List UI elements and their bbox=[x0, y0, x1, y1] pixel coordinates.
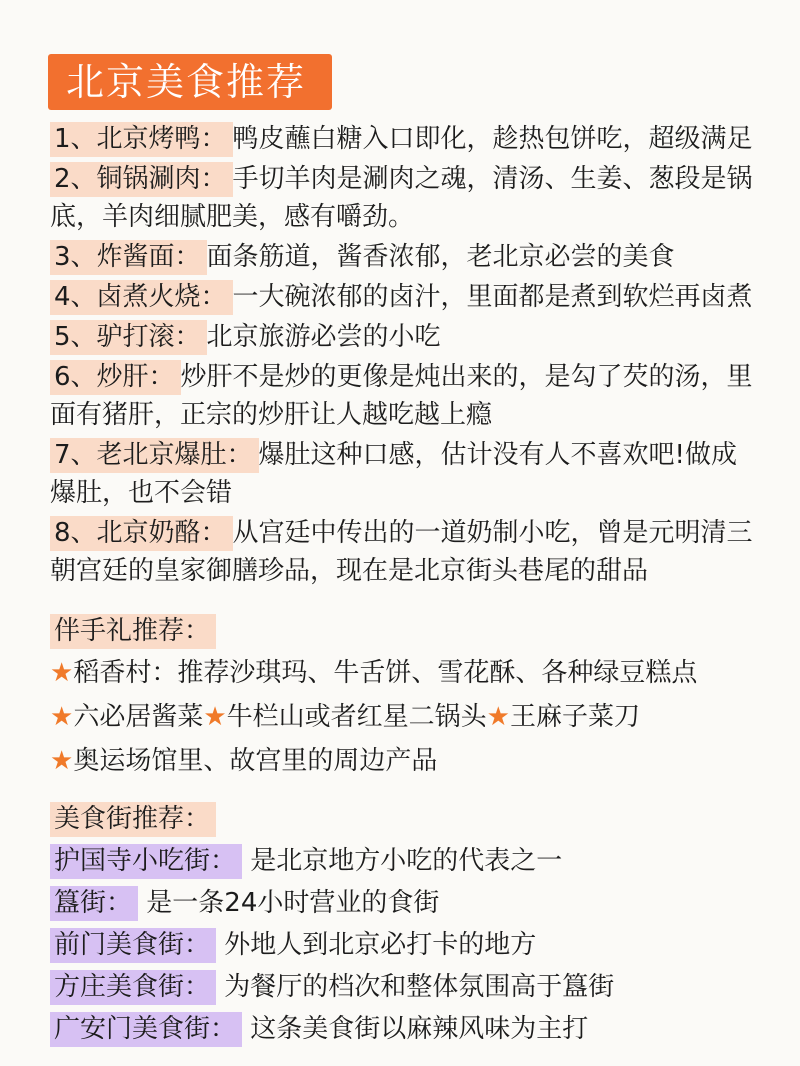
page-title: 北京美食推荐 bbox=[48, 54, 332, 110]
gift-line bbox=[50, 654, 762, 692]
food-list bbox=[50, 120, 762, 590]
star-icon: ★ bbox=[50, 702, 74, 732]
star-icon: ★ bbox=[486, 702, 510, 732]
food-item bbox=[50, 238, 762, 276]
street-label: 方庄美食街： bbox=[50, 970, 216, 1005]
food-item-label: 1、北京烤鸭： bbox=[50, 122, 233, 157]
gifts-heading: 伴手礼推荐： bbox=[50, 614, 216, 649]
food-item-text: 一大碗浓郁的卤汁，里面都是煮到软烂再卤煮 bbox=[232, 282, 753, 312]
star-icon: ★ bbox=[50, 658, 74, 688]
street-text: 是一条24小时营业的食街 bbox=[146, 888, 440, 918]
food-item-label: 3、炸酱面： bbox=[50, 240, 207, 275]
street-item bbox=[50, 842, 762, 880]
food-item-text: 爆肚这种口感，估计没有人不喜欢吧!做成爆肚，也不会错 bbox=[50, 440, 737, 508]
street-item bbox=[50, 884, 762, 922]
food-item bbox=[50, 120, 762, 158]
food-item bbox=[50, 514, 762, 590]
street-label: 护国寺小吃街： bbox=[50, 844, 242, 879]
gift-line bbox=[50, 742, 762, 780]
street-item bbox=[50, 968, 762, 1006]
street-item bbox=[50, 1010, 762, 1048]
gift-item: 六必居酱菜 bbox=[73, 702, 204, 732]
star-icon: ★ bbox=[203, 702, 227, 732]
street-text: 是北京地方小吃的代表之一 bbox=[250, 846, 563, 876]
food-item-label: 4、卤煮火烧： bbox=[50, 280, 233, 315]
streets-heading: 美食街推荐： bbox=[50, 802, 216, 837]
food-item-label: 2、铜锅涮肉： bbox=[50, 162, 233, 197]
gift-item: 王麻子菜刀 bbox=[509, 702, 640, 732]
food-item-text: 从宫廷中传出的一道奶制小吃，曾是元明清三朝宫廷的皇家御膳珍品，现在是北京街头巷尾的甜品 bbox=[50, 518, 753, 586]
gift-line bbox=[50, 698, 762, 736]
gift-list bbox=[50, 654, 762, 786]
gift-item: 稻香村：推荐沙琪玛、牛舌饼、雪花酥、各种绿豆糕点 bbox=[73, 658, 698, 688]
food-item-label: 6、炒肝： bbox=[50, 360, 181, 395]
food-item-label: 5、驴打滚： bbox=[50, 320, 207, 355]
food-item bbox=[50, 160, 762, 236]
food-item-label: 7、老北京爆肚： bbox=[50, 438, 259, 473]
food-item-text: 炒肝不是炒的更像是炖出来的，是勾了芡的汤，里面有猪肝，正宗的炒肝让人越吃越上瘾 bbox=[50, 362, 753, 430]
street-label: 簋街： bbox=[50, 886, 138, 921]
street-text: 为餐厅的档次和整体氛围高于簋街 bbox=[224, 972, 615, 1002]
street-label: 前门美食街： bbox=[50, 928, 216, 963]
food-item-label: 8、北京奶酪： bbox=[50, 516, 233, 551]
gift-item: 奥运场馆里、故宫里的周边产品 bbox=[73, 746, 438, 776]
street-item bbox=[50, 926, 762, 964]
food-item-text: 面条筋道，酱香浓郁，老北京必尝的美食 bbox=[206, 242, 675, 272]
street-label: 广安门美食街： bbox=[50, 1012, 242, 1047]
street-text: 这条美食街以麻辣风味为主打 bbox=[250, 1014, 589, 1044]
street-text: 外地人到北京必打卡的地方 bbox=[224, 930, 537, 960]
food-item bbox=[50, 358, 762, 434]
street-list bbox=[50, 842, 762, 1052]
gifts-section-label bbox=[50, 612, 216, 650]
star-icon: ★ bbox=[50, 746, 74, 776]
food-item bbox=[50, 278, 762, 316]
food-item-text: 鸭皮蘸白糖入口即化，趁热包饼吃，超级满足 bbox=[232, 124, 753, 154]
gift-item: 牛栏山或者红星二锅头 bbox=[226, 702, 487, 732]
food-item bbox=[50, 436, 762, 512]
food-item bbox=[50, 318, 762, 356]
food-item-text: 北京旅游必尝的小吃 bbox=[206, 322, 441, 352]
streets-section-label bbox=[50, 800, 216, 838]
food-item-text: 手切羊肉是涮肉之魂，清汤、生姜、葱段是锅底，羊肉细腻肥美，感有嚼劲。 bbox=[50, 164, 753, 232]
